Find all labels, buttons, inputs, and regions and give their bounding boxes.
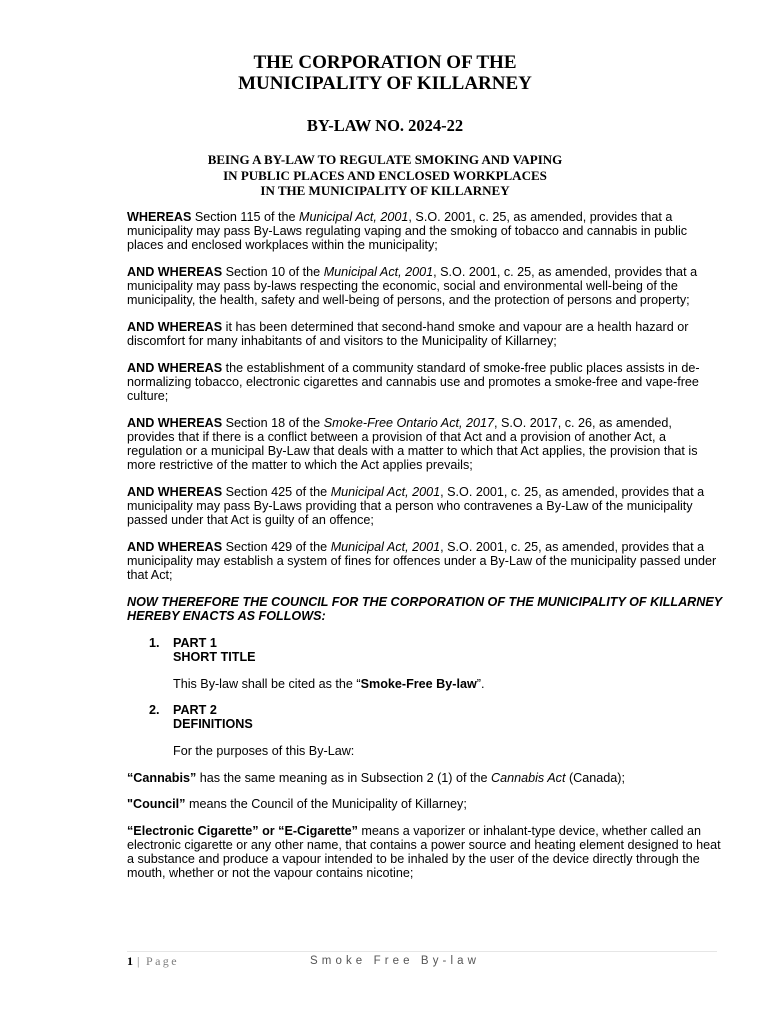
act-citation: Cannabis Act	[491, 770, 566, 785]
recital-text: , S.O. 2001, c. 25, as amended, provides that a municipality may establish a system of fines for offences under a By-Law of the municipality passed under that Act;	[127, 540, 717, 583]
definition-term: “Cannabis”	[127, 770, 197, 785]
definition-term: "Council”	[127, 797, 186, 812]
recital-paragraph	[127, 210, 722, 253]
recital-lead: WHEREAS	[127, 210, 192, 224]
definition-text: means a vaporizer or inhalant-type device, whether called an electronic cigarette or any other name, that contains a power source and heating element designed to heat a substance and produce a vapour intended to be inhaled by the user of the device directly through the mouth, whether or not the vapour contains nicotine;	[127, 823, 721, 881]
recital-text: , S.O. 2017, c. 26, as amended, provides that if there is a conflict between a provision of that Act and a provision of another Act, a regulation or a municipal By-Law that deals with a matter to which that Act applies, the provision that is more restrictive of the matter to which the Act applies prevails;	[127, 415, 698, 473]
page-footer	[127, 953, 717, 969]
recital-text: Section 10 of the	[222, 265, 324, 279]
part-number: 1.	[149, 635, 160, 650]
part-text	[173, 677, 722, 691]
title-line-1: THE CORPORATION OF THE	[253, 52, 517, 73]
document-body	[127, 210, 722, 893]
short-title-name: Smoke-Free By-law	[360, 676, 477, 691]
recital-paragraph	[127, 320, 722, 348]
definition-term: “Electronic Cigarette” or “E-Cigarette”	[127, 823, 358, 838]
recital-text: the establishment of a community standard of smoke-free public places assists in de-normalizing tobacco, electronic cigarettes and cannabis use and promotes a smoke-free and vape-free culture;	[127, 360, 700, 404]
definition	[127, 771, 722, 785]
part-title: DEFINITIONS	[173, 717, 253, 732]
title-line-2: MUNICIPALITY OF KILLARNEY	[238, 73, 532, 94]
subtitle-line-3: IN THE MUNICIPALITY OF KILLARNEY	[260, 183, 510, 198]
recital-text: Section 18 of the	[222, 415, 324, 430]
recital-text: , S.O. 2001, c. 25, as amended, provides that a municipality may pass by-laws respecting the economic, social and environmental well-being of the municipality, the health, safety and well-being of persons, and the protection of persons and property;	[127, 265, 698, 308]
part-text-lead: This By-law shall be cited as the “	[173, 676, 361, 691]
recital-paragraph	[127, 540, 722, 583]
recital-lead: AND WHEREAS	[127, 360, 223, 375]
recital-text: Section 425 of the	[222, 485, 331, 499]
definition-text: (Canada);	[565, 770, 625, 785]
act-citation: Municipal Act, 2001	[330, 485, 441, 499]
recital-text: it has been determined that second-hand smoke and vapour are a health hazard or discomfort for many inhabitants of and visitors to the Municipality of Killarney;	[127, 320, 689, 349]
page-label: Page	[146, 954, 179, 968]
part-titles	[173, 703, 253, 731]
recital-lead: AND WHEREAS	[127, 540, 223, 554]
recital-lead: AND WHEREAS	[127, 320, 223, 334]
act-citation: Municipal Act, 2001	[298, 210, 409, 224]
recital-paragraph	[127, 416, 722, 473]
definition-text: means the Council of the Municipality of Killarney;	[185, 797, 467, 812]
definition	[127, 797, 722, 811]
recital-text: , S.O. 2001, c. 25, as amended, provides that a municipality may pass By-Laws regulating vaping and the smoking of tobacco and cannabis in public places and enclosed workplaces within the municipality;	[127, 210, 688, 253]
part-text: For the purposes of this By-Law:	[173, 743, 355, 758]
part-heading	[127, 703, 722, 731]
recital-text: , S.O. 2001, c. 25, as amended, provides that a municipality may pass By-Laws providing that a person who contravenes a By-Law of the municipality passed under that Act is guilty of an offence;	[127, 485, 705, 528]
subtitle-line-2: IN PUBLIC PLACES AND ENCLOSED WORKPLACES	[223, 167, 547, 183]
page-separator: |	[137, 954, 140, 968]
recital-paragraph	[127, 361, 722, 404]
recital-paragraph	[127, 485, 722, 528]
bylaw-number: BY-LAW NO. 2024-22	[306, 116, 464, 135]
recital-lead: AND WHEREAS	[127, 265, 223, 279]
enactment-clause: NOW THEREFORE THE COUNCIL FOR THE CORPORATION OF THE MUNICIPALITY OF KILLARNEY HEREBY ENACTS AS FOLLOWS:	[127, 595, 722, 624]
definition-text: has the same meaning as in Subsection 2 (1) of the	[196, 770, 492, 785]
act-citation: Smoke-Free Ontario Act, 2017	[323, 415, 495, 430]
recital-text: Section 429 of the	[222, 540, 331, 554]
bylaw-subtitle	[0, 152, 770, 199]
part-heading	[127, 636, 722, 664]
recital-paragraph	[127, 265, 722, 308]
recital-text: Section 115 of the	[191, 210, 299, 224]
part-titles	[173, 636, 256, 664]
document-title	[0, 52, 770, 94]
definition	[127, 824, 722, 881]
part-label: PART 2	[173, 703, 217, 718]
part-title: SHORT TITLE	[173, 650, 256, 664]
footer-divider	[127, 951, 717, 952]
part-number: 2.	[149, 703, 160, 718]
act-citation: Municipal Act, 2001	[323, 265, 434, 279]
recital-lead: AND WHEREAS	[127, 485, 223, 499]
act-citation: Municipal Act, 2001	[330, 540, 441, 554]
page-number: 1	[127, 954, 133, 968]
subtitle-line-1: BEING A BY-LAW TO REGULATE SMOKING AND VAPING	[207, 152, 563, 167]
recital-lead: AND WHEREAS	[127, 415, 223, 430]
part-text-tail: ”.	[476, 676, 485, 691]
part-label: PART 1	[173, 635, 217, 650]
footer-document-title: Smoke Free By-law	[310, 955, 481, 967]
